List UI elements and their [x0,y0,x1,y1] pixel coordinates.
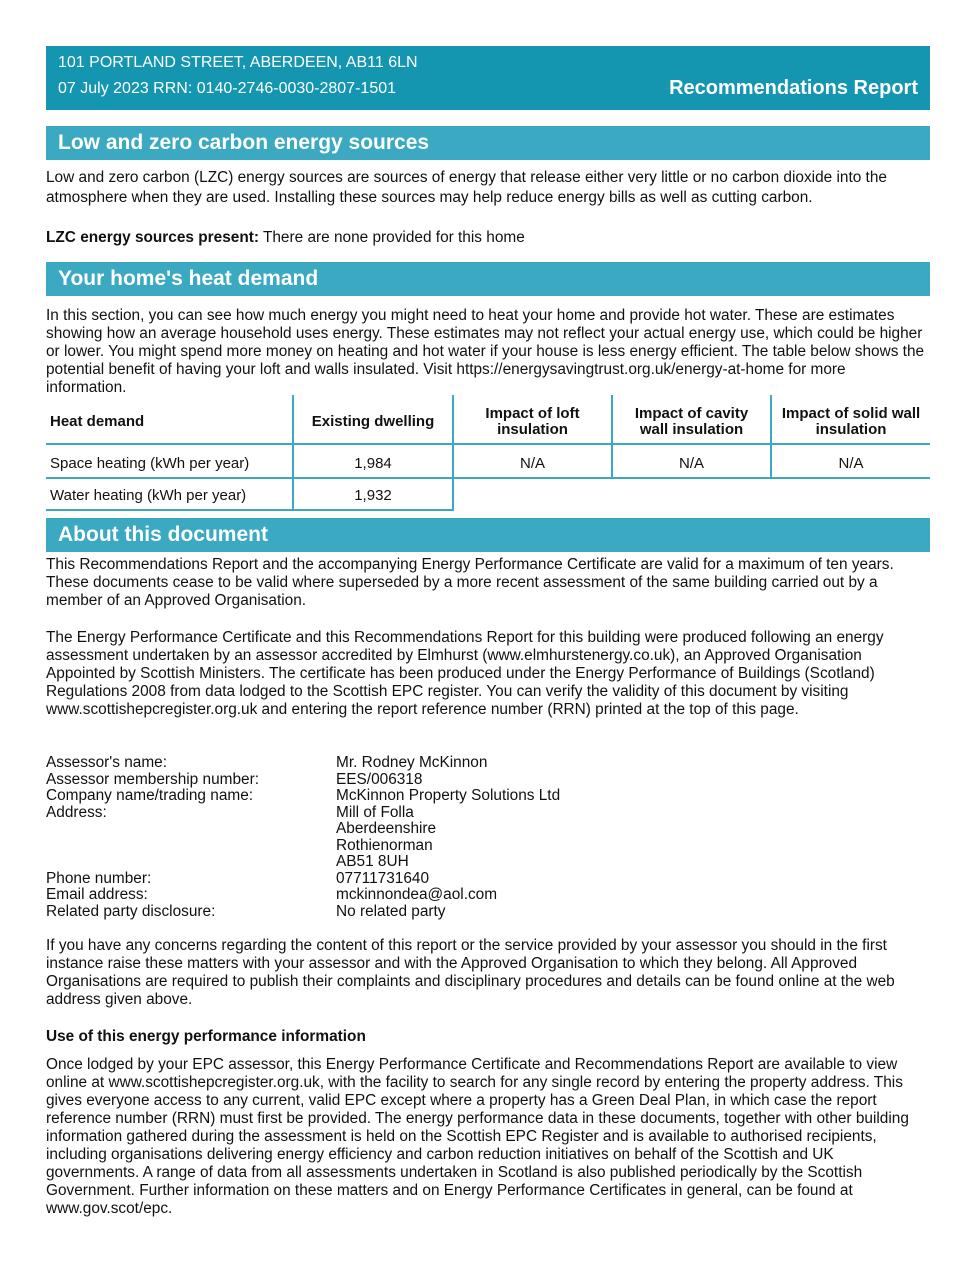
company-name: McKinnon Property Solutions Ltd [336,787,561,804]
table-row-space-label: Space heating (kWh per year) [50,454,250,472]
table-cell-space-loft: N/A [519,454,545,472]
address-line: Aberdeenshire [336,820,437,837]
address-line: Mill of Folla [336,803,414,821]
table-cell-space-solid: N/A [838,454,864,472]
table-cell-space-existing: 1,984 [354,454,392,472]
about-paragraph-3: If you have any concerns regarding the content of this report or the service provided by your assessor you should in the first instance raise these matters with your assessor and with the Approved Organisation to which they belong. All Approved Organisations are required to publish their complaints and disciplinary procedures and details can be found online at the web address given above. [46,937,895,1008]
table-header-existing: Existing dwelling [311,413,435,430]
table-cell-water-existing: 1,932 [354,486,392,504]
table-row-water-label: Water heating (kWh per year) [50,486,247,504]
lzc-section-title: Low and zero carbon energy sources [46,126,930,160]
table-divider [292,395,294,511]
lzc-present-label: LZC energy sources present: [46,229,259,246]
table-divider [46,443,930,445]
email-label: Email address: [46,886,148,903]
table-header-cavity: Impact of cavity wall insulation [634,405,749,438]
table-divider [611,395,613,479]
table-divider [46,477,930,479]
table-header-solid: Impact of solid wall insulation [781,405,921,438]
table-divider [46,509,454,511]
table-header-heat-demand: Heat demand [50,413,145,430]
heat-demand-table [46,395,930,511]
address-label: Address: [46,803,107,821]
table-divider [770,395,772,479]
date-rrn: 07 July 2023 RRN: 0140-2746-0030-2807-1501 [58,80,397,97]
assessor-name: Mr. Rodney McKinnon [336,754,488,771]
about-paragraph-1: This Recommendations Report and the accompanying Energy Performance Certificate are valid for a maximum of ten years. These documents cease to be valid where superseded by a more recent assessment of the same building carried out by a member of an Approved Organisation. [46,556,894,609]
about-section-title: About this document [46,518,930,552]
heat-body: In this section, you can see how much energy you might need to heat your home and provide hot water. These are estimates showing how an average household uses energy. These estimates may not reflect your actual energy use, which could be higher or lower. You might spend more money on heating and hot water if your house is less energy efficient. The table below shows the potential benefit of having your loft and walls insulated. Visit https://energysavingtrust.org.uk/energy-at-home for more information. [46,307,925,396]
membership-number: EES/006318 [336,770,423,788]
heat-section-title: Your home's heat demand [46,262,930,296]
related-party-label: Related party disclosure: [46,902,216,920]
email-address: mckinnondea@aol.com [336,886,498,903]
table-header-loft: Impact of loft insulation [485,405,580,438]
related-party-value: No related party [336,902,446,920]
about-paragraph-2: The Energy Performance Certificate and this Recommendations Report for this building were produced following an energy assessment undertaken by an assessor accredited by Elmhurst (www.elmhurstenergy.co.uk), an Approved Organisation Appointed by Scottish Ministers. The certificate has been produced under the Energy Performance of Buildings (Scotland) Regulations 2008 from data lodged to the Scottish EPC register. You can verify the validity of this document by visiting www.scottishepcregister.org.uk and entering the report reference number (RRN) printed at the top of this page. [46,629,884,718]
assessor-name-label: Assessor's name: [46,754,167,771]
table-cell-space-cavity: N/A [678,454,704,472]
report-title: Recommendations Report [669,77,918,99]
lzc-body: Low and zero carbon (LZC) energy sources are sources of energy that release either very little or no carbon dioxide into the atmosphere when they are used. Installing these sources may help reduce energy bills as well as cutting carbon. [46,169,887,206]
table-divider [452,395,454,511]
lzc-present-value: There are none provided for this home [258,229,525,246]
report-header [46,46,930,110]
lzc-present [46,228,930,248]
property-address: 101 PORTLAND STREET, ABERDEEN, AB11 6LN [58,54,418,71]
membership-label: Assessor membership number: [46,770,259,788]
phone-number: 07711731640 [336,869,430,887]
company-label: Company name/trading name: [46,787,254,804]
address-line: AB51 8UH [336,853,409,870]
address-line: Rothienorman [336,836,433,854]
about-paragraph-4: Once lodged by your EPC assessor, this Energy Performance Certificate and Recommendations Report are available to view online at www.scottishepcregister.org.uk, with the facility to search for any single record by entering the property address. This gives everyone access to any current, valid EPC except where a property has a Green Deal Plan, in which case the report reference number (RRN) must first be provided. The energy performance data in these documents, together with other building information gathered during the assessment is held on the Scottish EPC Register and is available to authorised recipients, including organisations delivering energy efficiency and carbon reduction initiatives on behalf of the Scottish and UK governments. A range of data from all assessments undertaken in Scotland is also published periodically by the Scottish Government. Further information on these matters and on Energy Performance Certificates in general, can be found at www.gov.scot/epc. [46,1056,909,1217]
use-heading: Use of this energy performance information [46,1028,366,1045]
phone-label: Phone number: [46,869,152,887]
